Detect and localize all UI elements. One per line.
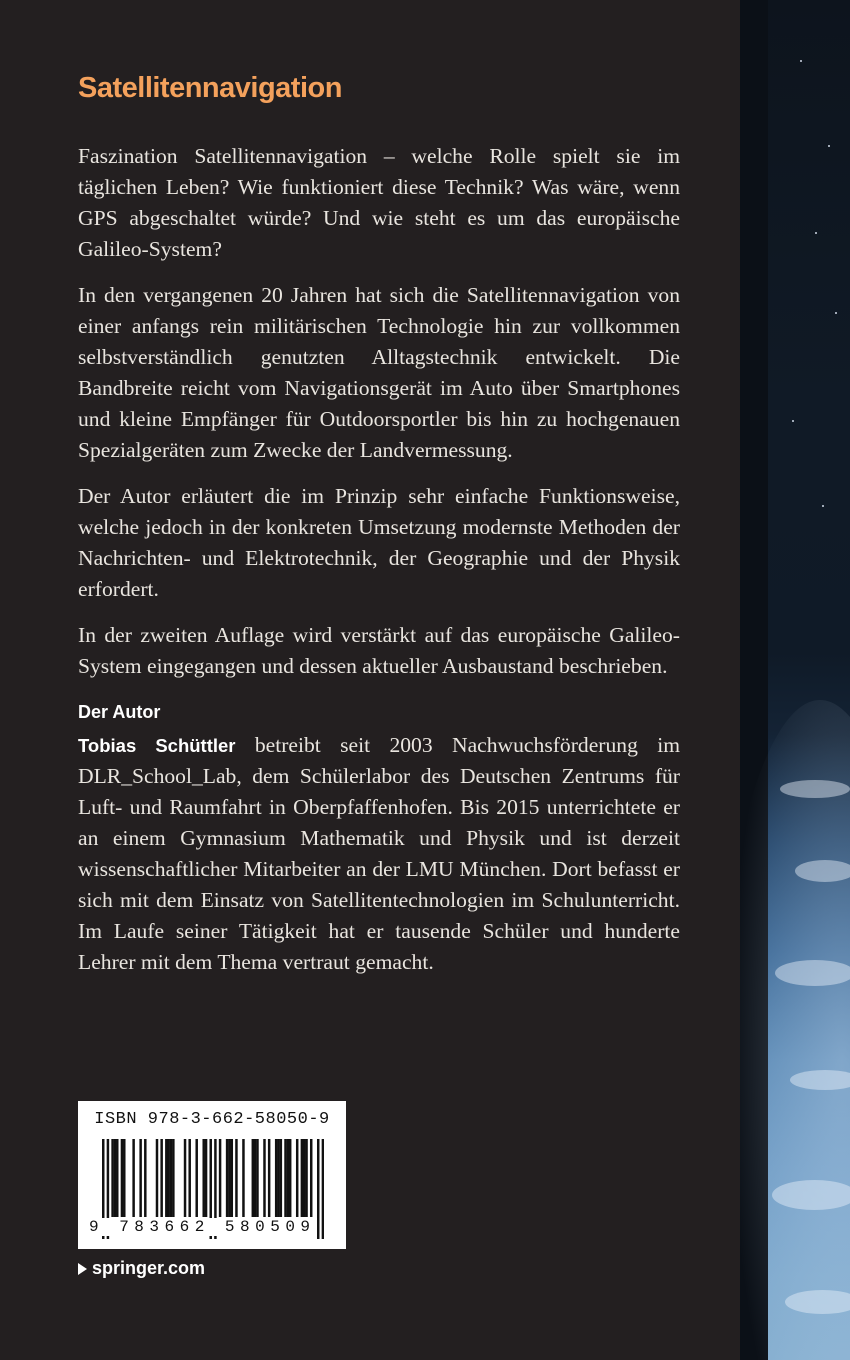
barcode-bar (219, 1139, 221, 1217)
barcode-bar (228, 1139, 230, 1217)
star (828, 145, 830, 147)
barcode-bar (310, 1139, 312, 1217)
barcode-bar (263, 1139, 265, 1217)
star (815, 232, 817, 234)
barcode-bar (301, 1139, 303, 1217)
barcode-bar (123, 1139, 125, 1217)
barcode-bar (275, 1139, 277, 1217)
barcode-bar (144, 1139, 146, 1217)
cloud (780, 780, 850, 798)
barcode-bar (121, 1139, 123, 1217)
author-heading: Der Autor (78, 702, 161, 722)
barcode-bar (289, 1139, 291, 1217)
star (822, 505, 824, 507)
ean-digits: 9 783662 580509 (89, 1218, 316, 1236)
barcode-bar (188, 1139, 190, 1217)
barcode-bar (160, 1139, 162, 1217)
barcode-bar (202, 1139, 204, 1217)
barcode-bar (170, 1139, 172, 1217)
barcode-bar (195, 1139, 197, 1217)
barcode-bar (303, 1139, 305, 1217)
barcode-bar (184, 1139, 186, 1217)
arrow-right-icon (78, 1263, 87, 1275)
blurb-paragraph: Faszination Satellitennavigation – welche Rolle spielt sie im täglichen Leben? Wie funktioniert diese Technik? Was wäre, wenn GPS abgeschaltet würde? Und wie steht es um das europäische Galileo-System? (78, 144, 680, 261)
cloud (772, 1180, 850, 1210)
star (792, 420, 794, 422)
star (800, 60, 802, 62)
space-photo (740, 0, 850, 1360)
barcode-bar (277, 1139, 279, 1217)
barcode-bar (231, 1139, 233, 1217)
barcode-bar (268, 1139, 270, 1217)
blurb-paragraph: In der zweiten Auflage wird verstärkt auf das europäische Galileo-System eingegangen und dessen aktueller Ausbaustand beschrieben. (78, 623, 680, 678)
barcode-bar (111, 1139, 113, 1217)
barcode-bar (172, 1139, 174, 1217)
barcode-bar (252, 1139, 254, 1217)
springer-link-label: springer.com (92, 1258, 206, 1278)
dark-band (740, 0, 768, 395)
barcode-bar (114, 1139, 116, 1217)
barcode-bar (296, 1139, 298, 1217)
barcode-bar (242, 1139, 244, 1217)
barcode-bar (205, 1139, 207, 1217)
earth-glow (740, 700, 850, 1360)
blurb-paragraph: In den vergangenen 20 Jahren hat sich die Satellitennavigation von einer anfangs rein militärischen Technologie hin zur vollkommen selbstverständlich genutzten Alltagstechnik entwickelt. Die Bandbreite reicht vom Navigationsgerät im Auto über Smartphones und kleine Empfänger für Outdoorsportler bis hin zu hochgenauen Spezialgeräten zum Zwecke der Landvermessung. (78, 283, 680, 462)
barcode-bar (139, 1139, 141, 1217)
cloud (775, 960, 850, 986)
barcode-bar (165, 1139, 167, 1217)
barcode-bar (167, 1139, 169, 1217)
author-name: Tobias Schüttler (78, 735, 236, 756)
barcode-bar (156, 1139, 158, 1217)
cloud (785, 1290, 850, 1314)
cover-title: Satellitennavigation (78, 72, 342, 104)
barcode-bar (280, 1139, 282, 1217)
springer-link[interactable] (78, 1258, 205, 1279)
blurb-paragraph: Der Autor erläutert die im Prinzip sehr einfache Funktionsweise, welche jedoch in der konkreten Umsetzung modernste Methoden der Nachrichten- und Elektrotechnik, der Geographie und der Physik erfordert. (78, 484, 680, 601)
barcode-bar (116, 1139, 118, 1217)
barcode-bar (226, 1139, 228, 1217)
cloud (795, 860, 850, 882)
barcode-bar (305, 1139, 307, 1217)
star (835, 312, 837, 314)
isbn-label: ISBN 978-3-662-58050-9 (94, 1110, 330, 1129)
barcode-bar (256, 1139, 258, 1217)
barcode-bar (235, 1139, 237, 1217)
author-bio (78, 730, 680, 978)
blurb (78, 141, 680, 993)
barcode-bar (287, 1139, 289, 1217)
isbn-barcode (78, 1101, 346, 1249)
barcode-bar (132, 1139, 134, 1217)
barcode-bar (254, 1139, 256, 1217)
author-bio-text: betreibt seit 2003 Nachwuchsförderung im DLR_School_Lab, dem Schülerlabor des Deutschen Zentrums für Luft- und Raumfahrt in Oberpfaffenhofen. Bis 2015 unterrichtete er an einem Gymnasium Mathematik und Physik und ist derzeit wissenschaftlicher Mitarbeiter an der LMU München. Dort befasst er sich mit dem Einsatz von Satellitentechnologien im Schulunterricht. Im Laufe seiner Tätigkeit hat er tausende Schüler und hunderte Lehrer mit dem Thema vertraut gemacht. (78, 733, 680, 974)
barcode-bar (284, 1139, 286, 1217)
